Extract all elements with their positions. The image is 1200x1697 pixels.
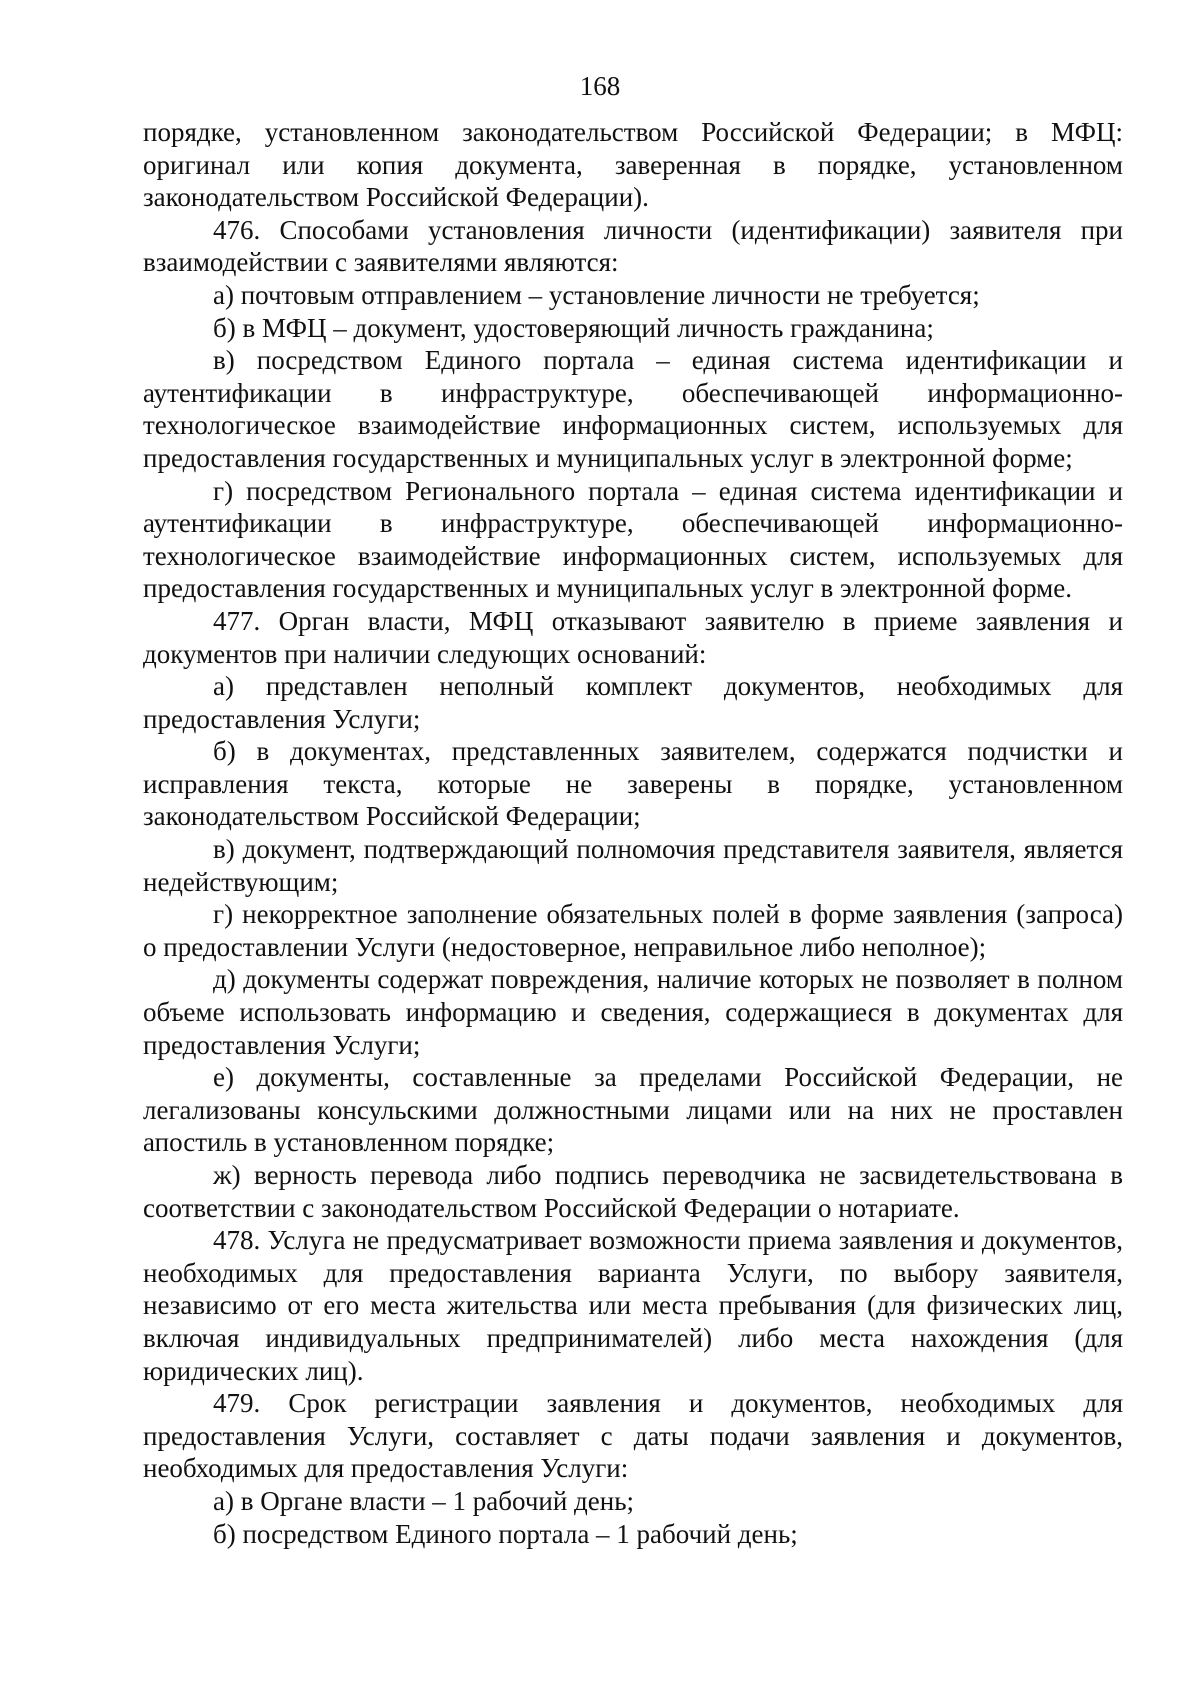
paragraph-478: 478. Услуга не предусматривает возможности приема заявления и документов, необходимых для предоставления варианта Услуги, по выбору заявителя, независимо от его места жительства или места пребывания (для физических лиц, включая индивидуальных предпринимателей) либо места нахождения (для юридических лиц). [143, 1225, 1123, 1386]
list-item-476-b: б) в МФЦ – документ, удостоверяющий личность гражданина; [213, 312, 934, 343]
list-item-477-d: д) документы содержат повреждения, наличие которых не позволяет в полном объеме использовать информацию и сведения, содержащиеся в документах для предоставления Услуги; [143, 964, 1123, 1060]
paragraph-continuation: порядке, установленном законодательством Российской Федерации; в МФЦ: оригинал или копия документа, заверенная в порядке, установленном законодательством Российской Федерации). [143, 117, 1123, 213]
document-body [143, 116, 1123, 1550]
page-number: 168 [579, 71, 621, 101]
paragraph-479: 479. Срок регистрации заявления и документов, необходимых для предоставления Услуги, составляет с даты подачи заявления и документов, необходимых для предоставления Услуги: [143, 1388, 1123, 1484]
list-item-477-g: г) некорректное заполнение обязательных полей в форме заявления (запроса) о предоставлении Услуги (недостоверное, неправильное либо неполное); [143, 899, 1123, 962]
list-item-477-v: в) документ, подтверждающий полномочия представителя заявителя, является недействующим; [143, 834, 1123, 897]
paragraph-477: 477. Орган власти, МФЦ отказывают заявителю в приеме заявления и документов при наличии следующих оснований: [143, 605, 1123, 669]
list-item-476-a: а) почтовым отправлением – установление личности не требуется; [213, 279, 980, 310]
paragraph-476: 476. Способами установления личности (идентификации) заявителя при взаимодействии с заявителями являются: [143, 214, 1123, 278]
list-item-476-v: в) посредством Единого портала – единая система идентификации и аутентификации в инфраструктуре, обеспечивающей информационно-технологическое взаимодействие информационных систем, используемых для предоставления государственных и муниципальных услуг в электронной форме; [143, 345, 1123, 473]
list-item-477-zh: ж) верность перевода либо подпись переводчика не засвидетельствована в соответствии с законодательством Российской Федерации о нотариате. [143, 1160, 1123, 1223]
list-item-479-b: б) посредством Единого портала – 1 рабочий день; [213, 1518, 798, 1549]
list-item-477-e: е) документы, составленные за пределами Российской Федерации, не легализованы консульскими должностными лицами или на них не проставлен апостиль в установленном порядке; [143, 1062, 1123, 1158]
list-item-479-a: а) в Органе власти – 1 рабочий день; [213, 1485, 635, 1516]
list-item-477-b: б) в документах, представленных заявителем, содержатся подчистки и исправления текста, которые не заверены в порядке, установленном законодательством Российской Федерации; [143, 736, 1123, 832]
list-item-476-g: г) посредством Регионального портала – единая система идентификации и аутентификации в инфраструктуре, обеспечивающей информационно-технологическое взаимодействие информационных систем, используемых для предоставления государственных и муниципальных услуг в электронной форме. [143, 475, 1123, 604]
list-item-477-a: а) представлен неполный комплект документов, необходимых для предоставления Услуги; [143, 671, 1123, 734]
